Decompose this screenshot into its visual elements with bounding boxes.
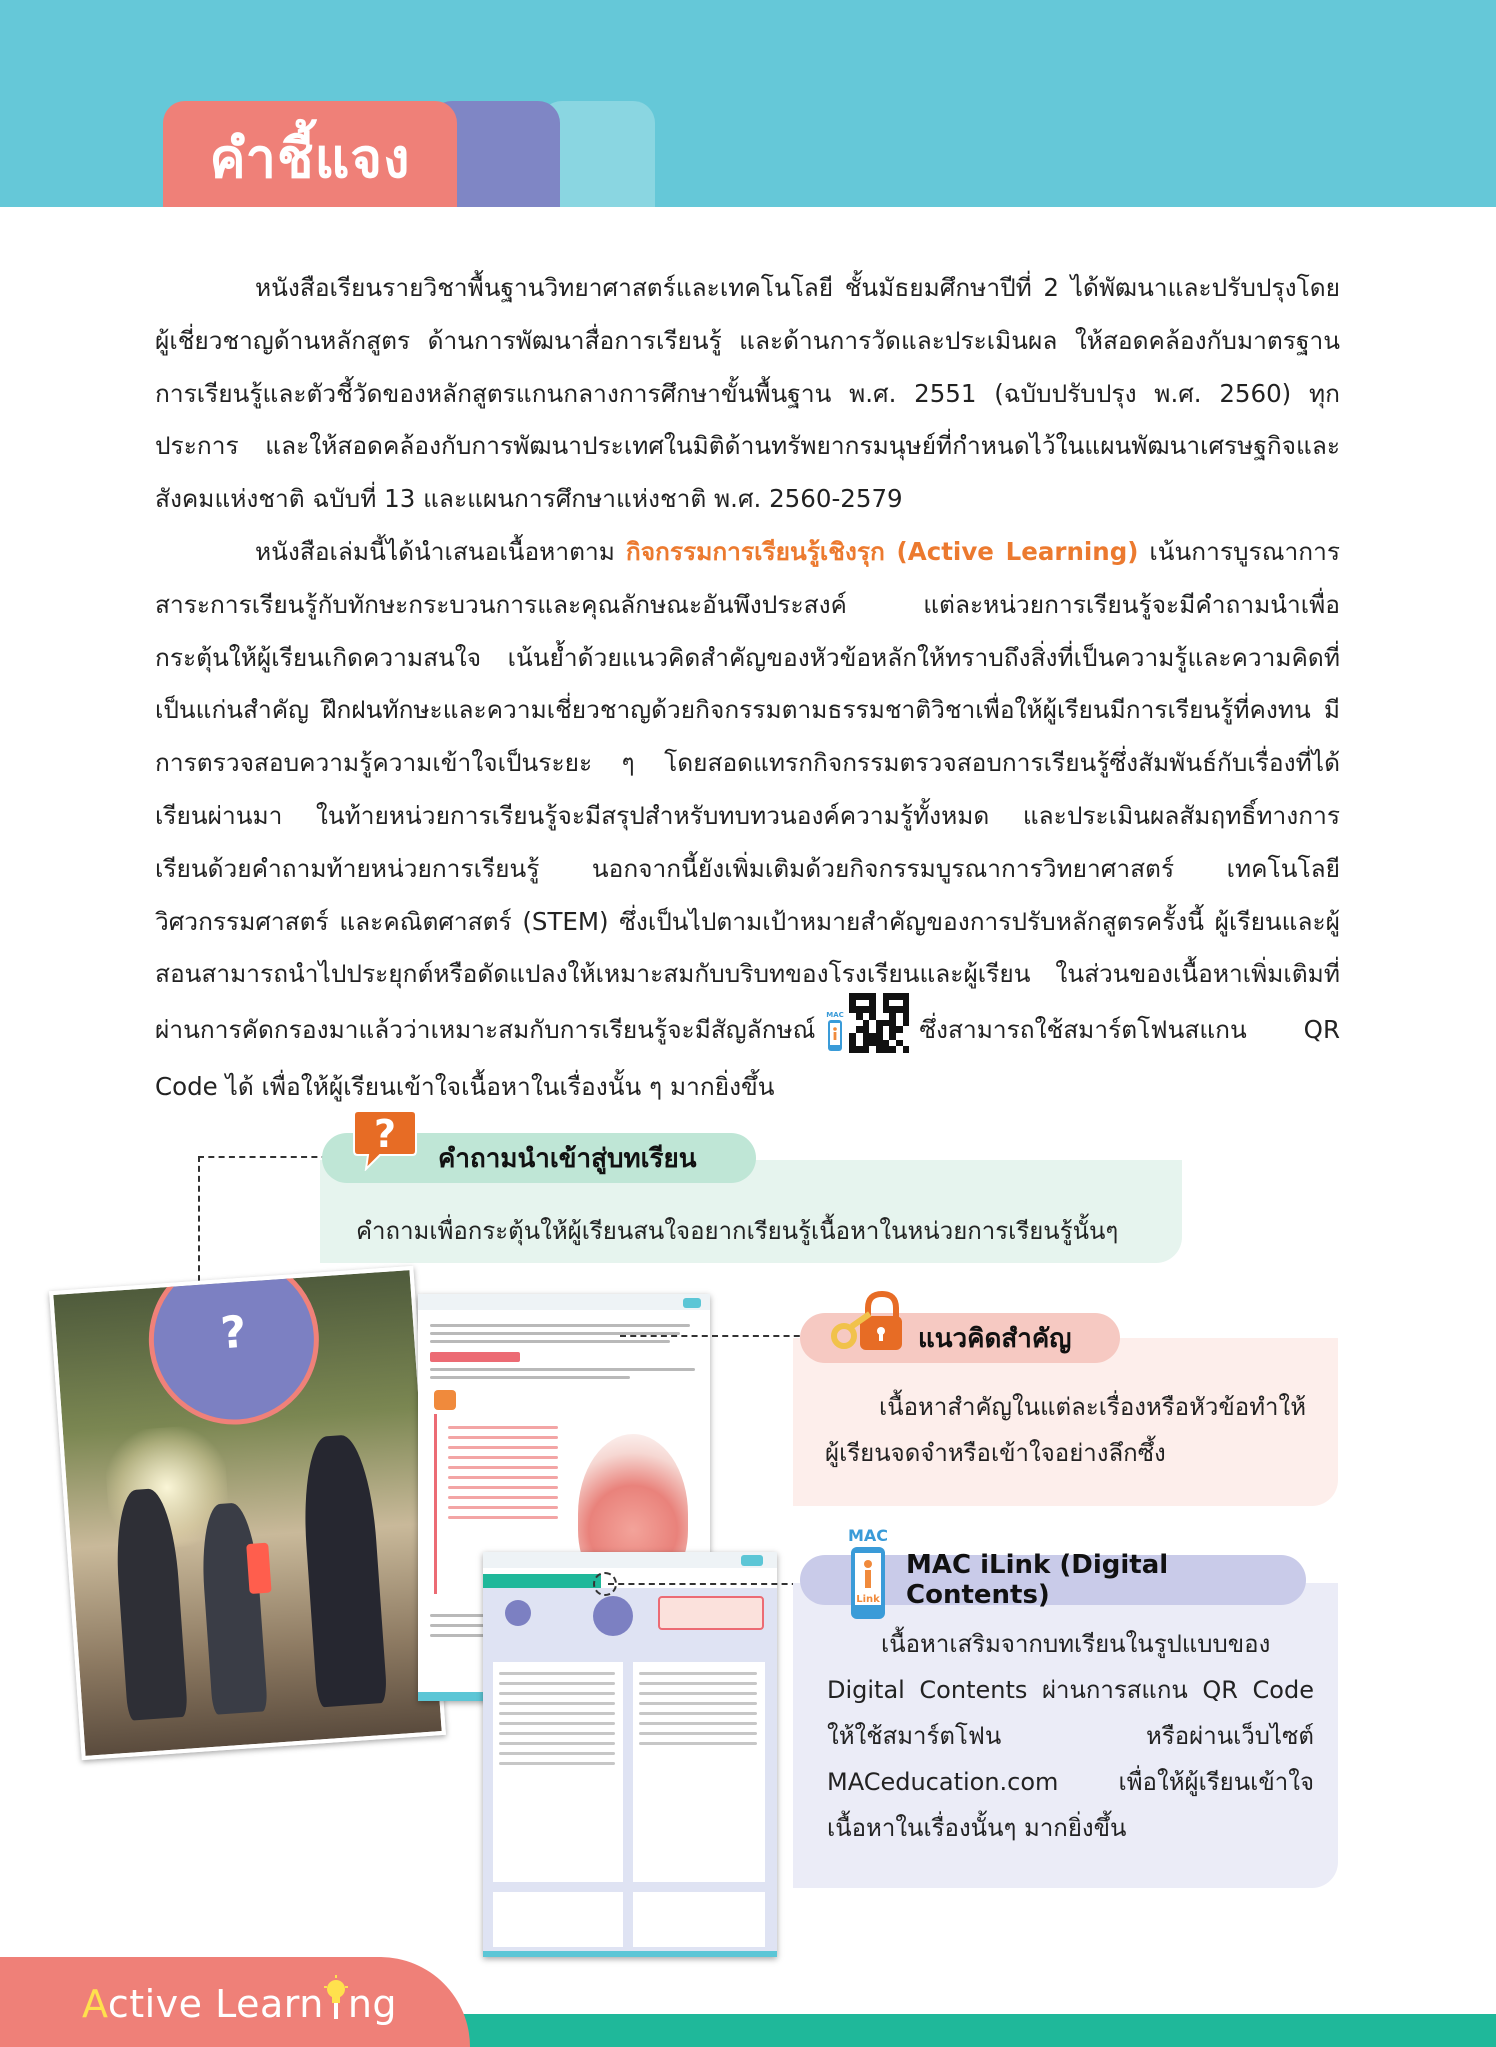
intro-text xyxy=(155,262,1340,1114)
intro-paragraph-2-middle: เน้นการบูรณาการสาระการเรียนรู้กับทักษะกระบวนการและคุณลักษณะอันพึงประสงค์ แต่ละหน่วยการเรียนรู้จะมีคำถามนำเพื่อกระตุ้นให้ผู้เรียนเกิดความสนใจ เน้นย้ำด้วยแนวคิดสำคัญของหัวข้อหลักให้ทราบถึงสิ่งที่เป็นความรู้และความคิดที่เป็นแก่นสำคัญ ฝึกฝนทักษะและความเชี่ยวชาญด้วยกิจกรรมตามธรรมชาติวิชาเพื่อให้ผู้เรียนมีการเรียนรู้ที่คงทน มีการตรวจสอบความรู้ความเข้าใจเป็นระยะ ๆ โดยสอดแทรกกิจกรรมตรวจสอบการเรียนรู้ซึ่งสัมพันธ์กับเรื่องที่ได้เรียนผ่านมา ในท้ายหน่วยการเรียนรู้จะมีสรุปสำหรับทบทวนองค์ความรู้ทั้งหมด และประเมินผลสัมฤทธิ์ทางการเรียนด้วยคำถามท้ายหน่วยการเรียนรู้ นอกจากนี้ยังเพิ่มเติมด้วยกิจกรรมบูรณาการวิทยาศาสตร์ เทคโนโลยี วิศวกรรมศาสตร์ และคณิตศาสตร์ (STEM) ซึ่งเป็นไปตามเป้าหมายสำคัญของการปรับหลักสูตรครั้งนี้ ผู้เรียนและผู้สอนสามารถนำไปประยุกต์หรือดัดแปลงให้เหมาะสมกับบริบทของโรงเรียนและผู้เรียน ในส่วนของเนื้อหาเพิ่มเติมที่ผ่านการคัดกรองมาแล้วว่าเหมาะสมกับการเรียนรู้จะมีสัญลักษณ์ xyxy=(155,536,1340,1045)
question-title: คำถามนำเข้าสู่บทเรียน xyxy=(438,1143,697,1174)
summary-page-mock xyxy=(483,1552,777,1957)
ilink-title: MAC iLink (Digital Contents) xyxy=(906,1550,1169,1610)
unit-question-circle: ? xyxy=(143,1266,324,1430)
intro-paragraph-2 xyxy=(155,526,1340,1114)
page-title: คำชี้แจง xyxy=(209,127,411,190)
intro-paragraph-2-start: หนังสือเล่มนี้ได้นำเสนอเนื้อหาตาม xyxy=(255,536,615,566)
concept-description: เนื้อหาสำคัญในแต่ละเรื่องหรือหัวข้อทำให้ผู้เรียนจดจำหรือเข้าใจอย่างลึกซึ้ง xyxy=(825,1393,1307,1467)
brand-initial: A xyxy=(82,1982,108,2026)
lightbulb-icon xyxy=(324,1975,348,2021)
svg-text:?: ? xyxy=(373,1112,397,1156)
intro-paragraph-2-end: ซึ่งสามารถใช้สมาร์ตโฟนสแกน QR Code ได้ เพื่อให้ผู้เรียนเข้าใจเนื้อหาในเรื่องนั้น ๆ มากยิ่งขึ้น xyxy=(155,1015,1340,1102)
unit-opener-photo xyxy=(49,1266,446,1760)
mac-ilink-icon xyxy=(847,1525,889,1621)
concept-box xyxy=(793,1338,1338,1506)
connector-line-ilink xyxy=(608,1583,808,1585)
footer-green-strip xyxy=(430,2014,1496,2047)
mac-phone-icon xyxy=(825,1009,845,1053)
ilink-description: เนื้อหาเสริมจากบทเรียนในรูปแบบของ Digital Contents ผ่านการสแกน QR Code ให้ใช้สมาร์ตโฟน หรือผ่านเว็บไซต์ MACeducation.com เพื่อให้ผู้เรียนเข้าใจเนื้อหาในเรื่องนั้นๆ มากยิ่งขึ้น xyxy=(827,1630,1314,1842)
mac-ilink-label: MAC xyxy=(847,1526,889,1545)
qr-code-icon[interactable] xyxy=(849,993,909,1053)
ilink-box xyxy=(793,1583,1338,1888)
brand-end: ng xyxy=(347,1982,398,2026)
page-title-tab xyxy=(163,101,457,207)
question-mark-icon xyxy=(352,1107,418,1171)
svg-text:Link: Link xyxy=(856,1594,880,1605)
intro-paragraph-1: หนังสือเรียนรายวิชาพื้นฐานวิทยาศาสตร์และเทคโนโลยี ชั้นมัธยมศึกษาปีที่ 2 ได้พัฒนาและปรับปรุงโดยผู้เชี่ยวชาญด้านหลักสูตร ด้านการพัฒนาสื่อการเรียนรู้ และด้านการวัดและประเมินผล ให้สอดคล้องกับมาตรฐานการเรียนรู้และตัวชี้วัดของหลักสูตรแกนกลางการศึกษาขั้นพื้นฐาน พ.ศ. 2551 (ฉบับปรับปรุง พ.ศ. 2560) ทุกประการ และให้สอดคล้องกับการพัฒนาประเทศในมิติด้านทรัพยากรมนุษย์ที่กำหนดไว้ในแผนพัฒนาเศรษฐกิจและสังคมแห่งชาติ ฉบับที่ 13 และแผนการศึกษาแห่งชาติ พ.ศ. 2560-2579 xyxy=(155,273,1340,514)
question-description: คำถามเพื่อกระตุ้นให้ผู้เรียนสนใจอยากเรียนรู้เนื้อหาในหน่วยการเรียนรู้นั้นๆ xyxy=(356,1217,1119,1245)
connector-line-concept xyxy=(620,1335,810,1337)
mac-phone-label: MAC xyxy=(826,1011,845,1020)
brand-middle: ctive Learn xyxy=(107,1982,324,2026)
key-lock-icon xyxy=(830,1290,904,1354)
concept-title: แนวคิดสำคัญ xyxy=(918,1323,1072,1354)
mac-ilink-inline-symbol xyxy=(825,993,909,1053)
active-learning-highlight: กิจกรรมการเรียนรู้เชิงรุก (Active Learning) xyxy=(625,536,1139,566)
footer-brand xyxy=(82,1975,397,2026)
